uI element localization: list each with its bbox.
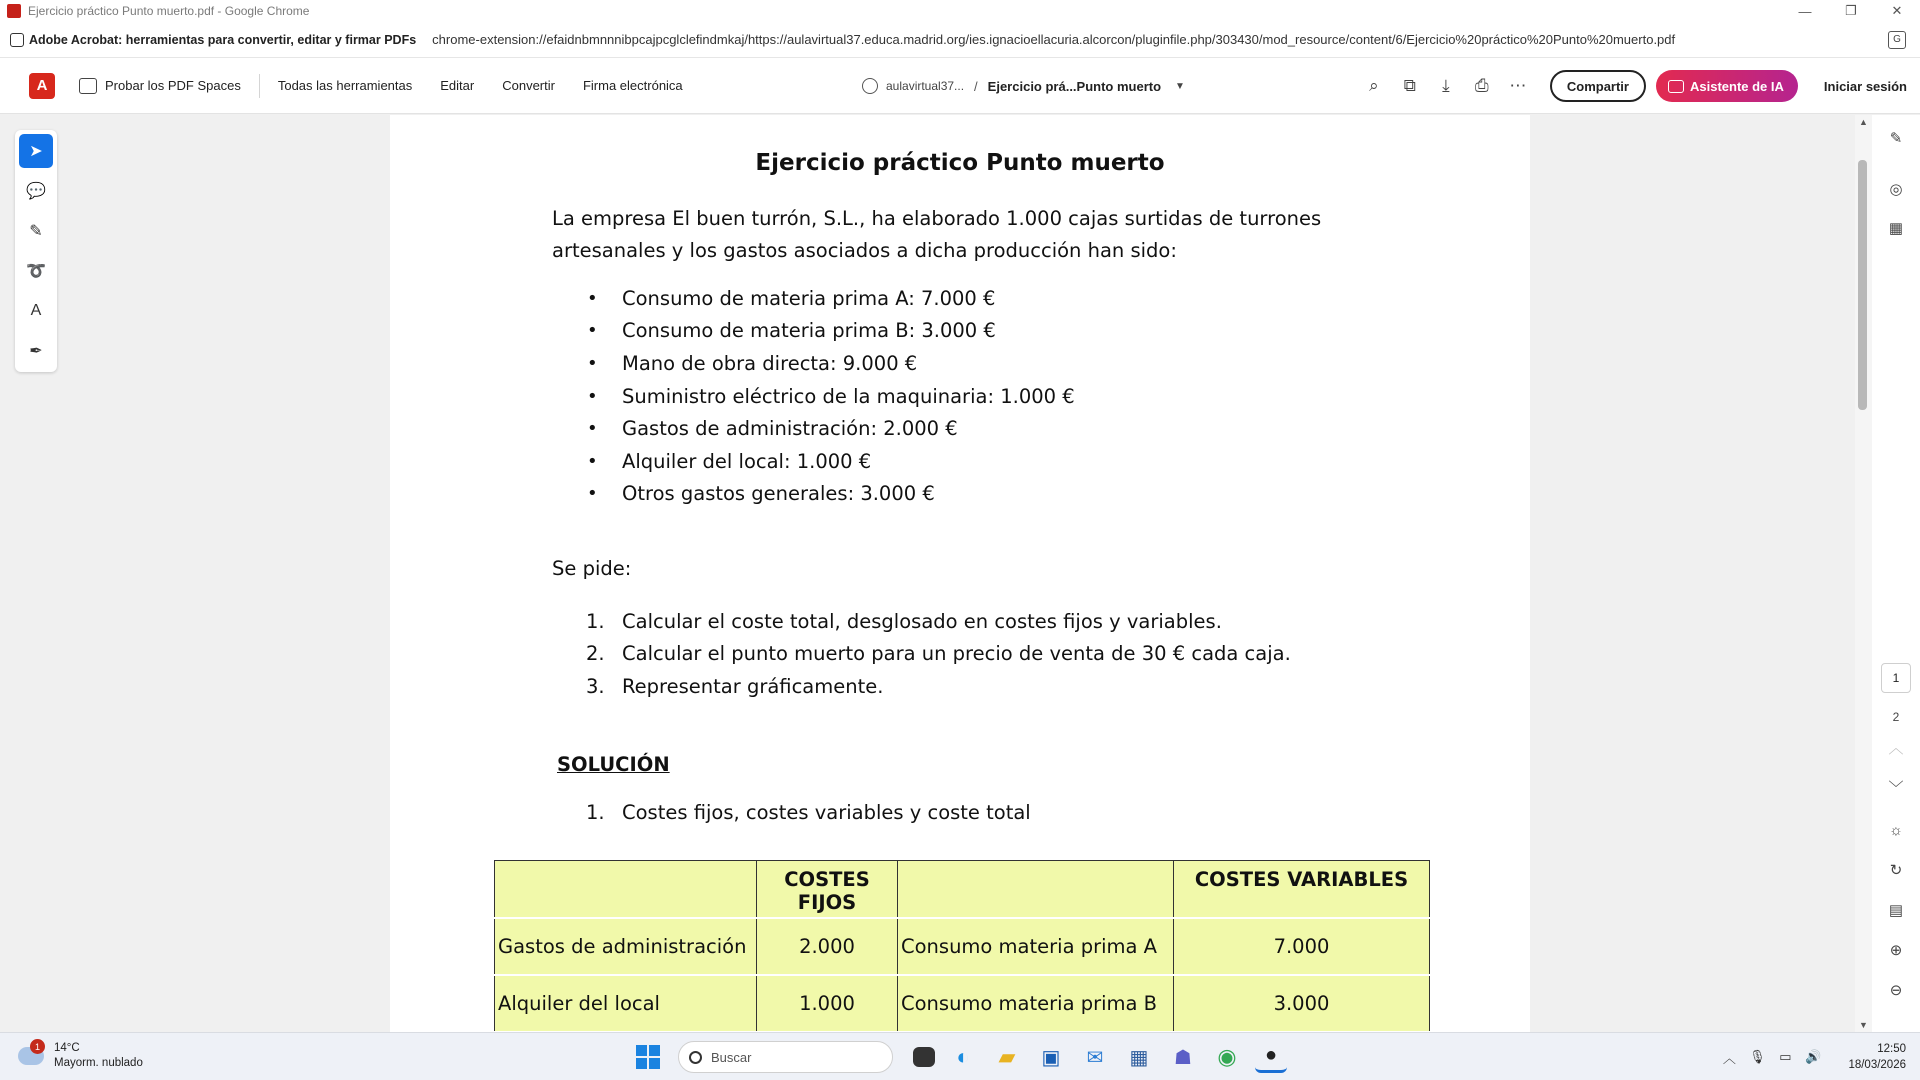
table-cell: 3.000 <box>1174 975 1430 1032</box>
teams-icon[interactable]: ☗ <box>1174 1046 1192 1069</box>
highlight-tool-icon[interactable]: ✎ <box>29 223 43 240</box>
file-domain: aulavirtual37... <box>886 79 965 93</box>
theme-icon[interactable]: ☼ <box>1889 821 1903 839</box>
taskbar-search-placeholder: Buscar <box>711 1049 752 1065</box>
comment-tool-icon[interactable]: 💬 <box>26 183 46 200</box>
table-cell: Gastos de administración <box>495 918 757 975</box>
calculator-icon[interactable]: ▦ <box>1129 1046 1149 1069</box>
microphone-icon[interactable]: 🎙 <box>1749 1049 1766 1064</box>
page-up-icon[interactable]: ︿ <box>1888 739 1904 757</box>
costs-table <box>494 860 1430 1032</box>
table-header: COSTES FIJOS <box>757 861 898 918</box>
text-select-tool-icon[interactable]: A <box>30 302 42 319</box>
toolbar-divider <box>259 74 260 98</box>
weather-text <box>54 1041 143 1071</box>
menu-all-tools[interactable]: Todas las herramientas <box>277 78 413 93</box>
more-options-icon[interactable]: ⋯ <box>1509 76 1527 95</box>
translate-icon[interactable]: G <box>1888 31 1906 49</box>
select-tool-icon[interactable]: ➤ <box>19 134 53 168</box>
extension-icon <box>10 33 24 47</box>
toolbar-actions <box>1356 58 1920 114</box>
table-header <box>495 861 757 918</box>
table-header-row <box>495 861 1430 918</box>
sign-tool-icon[interactable]: ✒ <box>29 343 43 360</box>
list-item: 1. Calcular el coste total, desglosado en costes fijos y variables. <box>586 609 1222 633</box>
pdf-spaces-button[interactable] <box>79 78 241 94</box>
ai-assistant-label: Asistente de IA <box>1689 78 1784 94</box>
list-item: • Mano de obra directa: 9.000 € <box>587 351 918 375</box>
table-cell: 1.000 <box>757 975 898 1032</box>
system-clock[interactable] <box>1848 1041 1906 1073</box>
pdf-spaces-label: Probar los PDF Spaces <box>105 78 241 93</box>
thumbnails-icon[interactable]: ▦ <box>1888 220 1904 237</box>
minimize-button[interactable]: — <box>1798 3 1812 19</box>
window-titlebar <box>0 0 1920 22</box>
start-button[interactable] <box>636 1045 660 1069</box>
clock-time: 12:50 <box>1877 1043 1906 1055</box>
zoom-in-icon[interactable]: ⊕ <box>1889 942 1903 959</box>
list-item: • Consumo de materia prima B: 3.000 € <box>587 319 996 343</box>
page-number[interactable]: 2 <box>1892 710 1900 724</box>
close-button[interactable]: ✕ <box>1891 3 1903 18</box>
taskbar-search[interactable] <box>678 1041 893 1073</box>
weather-description: Mayorm. nublado <box>54 1057 143 1069</box>
address-bar <box>0 22 1920 58</box>
print-icon[interactable]: ⎙ <box>1475 76 1489 95</box>
page-view-icon[interactable]: ⧉ <box>1403 76 1416 95</box>
table-header: COSTES VARIABLES <box>1174 861 1430 918</box>
list-item: • Suministro eléctrico de la maquinaria: 1.000 € <box>587 384 1075 408</box>
acrobat-toolbar <box>0 58 1920 114</box>
right-rail <box>1872 115 1920 1032</box>
vertical-scrollbar[interactable] <box>1855 115 1872 1032</box>
search-icon[interactable]: ⌕ <box>1369 76 1379 95</box>
chevron-down-icon[interactable]: ▼ <box>1175 80 1185 92</box>
list-item: 3. Representar gráficamente. <box>586 674 884 698</box>
page-down-icon[interactable]: ﹀ <box>1888 779 1904 797</box>
globe-icon <box>862 78 878 94</box>
table-cell: Consumo materia prima B <box>898 975 1174 1032</box>
tasks-list <box>552 605 1291 703</box>
solution-heading: SOLUCIÓN <box>557 753 670 776</box>
cost-bullet-list <box>552 282 1075 510</box>
chrome-icon[interactable]: ◉ <box>1217 1044 1237 1069</box>
edge-browser-icon[interactable]: ◐ <box>956 1044 970 1069</box>
window-title: Ejercicio práctico Punto muerto.pdf - Google Chrome <box>28 4 310 18</box>
ai-assistant-button[interactable] <box>1656 70 1798 102</box>
comments-panel-icon[interactable]: ◎ <box>1889 181 1903 198</box>
zoom-out-icon[interactable]: ⊖ <box>1889 982 1903 999</box>
list-item: • Alquiler del local: 1.000 € <box>587 449 872 473</box>
menu-e-signature[interactable]: Firma electrónica <box>582 78 683 93</box>
acrobat-logo-icon[interactable]: A <box>29 73 55 99</box>
pdf-page <box>390 115 1530 1032</box>
taskbar-apps <box>636 1039 1293 1075</box>
table-row <box>495 975 1430 1032</box>
table-cell: Alquiler del local <box>495 975 757 1032</box>
pdf-app-icon <box>7 4 21 18</box>
outlook-icon[interactable]: ✉ <box>1086 1046 1104 1069</box>
window-controls <box>1782 0 1920 22</box>
weather-widget[interactable] <box>18 1041 143 1071</box>
store-icon[interactable]: ▣ <box>1041 1046 1061 1069</box>
spaces-icon <box>79 78 97 94</box>
solution-item: 1. Costes fijos, costes variables y coste total <box>586 801 1031 824</box>
intro-line-1: La empresa El buen turrón, S.L., ha elaborado 1.000 cajas surtidas de turrones <box>552 207 1322 230</box>
intro-line-2: artesanales y los gastos asociados a dicha producción han sido: <box>552 239 1177 262</box>
left-tool-rail <box>15 130 57 372</box>
windows-taskbar <box>0 1032 1920 1080</box>
scroll-down-icon[interactable]: ▼ <box>1859 1020 1868 1030</box>
tasks-heading: Se pide: <box>552 557 632 580</box>
document-properties-icon[interactable]: ▤ <box>1888 902 1904 919</box>
active-app-icon[interactable]: ● <box>1255 1041 1287 1073</box>
list-item: 2. Calcular el punto muerto para un precio de venta de 30 € cada caja. <box>586 642 1291 666</box>
file-name: Ejercicio prá...Punto muerto <box>987 78 1162 94</box>
draw-tool-icon[interactable]: ➰ <box>26 263 46 280</box>
cloud-icon <box>18 1041 44 1065</box>
task-view-icon[interactable] <box>913 1047 935 1067</box>
volume-icon[interactable]: 🔊 <box>1805 1049 1822 1064</box>
menu-convert[interactable]: Convertir <box>502 78 555 93</box>
list-item: • Otros gastos generales: 3.000 € <box>587 482 935 506</box>
ai-summary-icon[interactable]: ✎ <box>1889 130 1903 147</box>
file-breadcrumb[interactable] <box>862 58 1185 114</box>
extension-label[interactable]: Adobe Acrobat: herramientas para convertir, editar y firmar PDFs <box>29 32 417 47</box>
table-cell: 7.000 <box>1174 918 1430 975</box>
system-tray <box>1718 1033 1920 1080</box>
intro-paragraph <box>552 203 1352 267</box>
document-title: Ejercicio práctico Punto muerto <box>755 150 1165 176</box>
chevron-up-icon[interactable]: ︿ <box>1722 1050 1736 1066</box>
rotate-icon[interactable]: ↻ <box>1889 862 1903 879</box>
list-item: • Gastos de administración: 2.000 € <box>587 417 958 441</box>
network-icon[interactable]: ▭ <box>1779 1049 1792 1064</box>
current-page-indicator[interactable]: 1 <box>1881 663 1911 693</box>
weather-temperature: 14°C <box>54 1042 80 1054</box>
table-cell: Consumo materia prima A <box>898 918 1174 975</box>
table-header <box>898 861 1174 918</box>
breadcrumb-separator: / <box>974 78 978 94</box>
download-icon[interactable]: ⤓ <box>1442 76 1450 95</box>
table-cell: 2.000 <box>757 918 898 975</box>
scroll-thumb[interactable] <box>1858 160 1867 410</box>
sign-in-button[interactable]: Iniciar sesión <box>1823 78 1907 94</box>
table-row <box>495 918 1430 975</box>
list-item: • Consumo de materia prima A: 7.000 € <box>587 286 996 310</box>
notification-badge: 1 <box>30 1039 45 1054</box>
menu-edit[interactable]: Editar <box>440 78 475 93</box>
url-field[interactable]: chrome-extension://efaidnbmnnnibpcajpcglclefindmkaj/https://aulavirtual37.educa.madrid.org/ies.ignacioellacuria.alcorcon/pluginfile.php/303430/mod_resource/content/6/Ejercicio%20práctico%20Punto%20muerto.pdf <box>432 32 1676 47</box>
restore-button[interactable]: ❐ <box>1845 3 1857 18</box>
search-icon <box>689 1051 702 1064</box>
pdf-viewer[interactable] <box>0 115 1855 1032</box>
clock-date: 18/03/2026 <box>1848 1059 1906 1071</box>
file-explorer-icon[interactable]: ▰ <box>998 1044 1016 1069</box>
scroll-up-icon[interactable]: ▲ <box>1859 117 1868 127</box>
share-button[interactable]: Compartir <box>1550 70 1646 102</box>
ai-assistant-icon <box>1668 80 1684 93</box>
